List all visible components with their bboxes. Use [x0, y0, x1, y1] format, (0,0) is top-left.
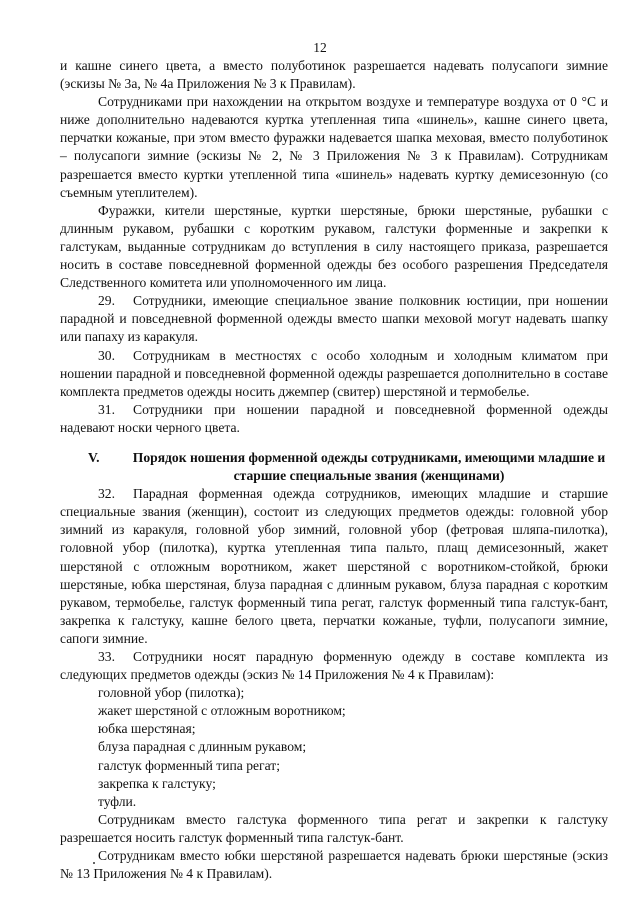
paragraph: Сотрудникам вместо галстука форменного типа регат и закрепки к галстуку разрешается носить галстук форменный типа галстук-бант. [60, 811, 608, 845]
section-heading [60, 449, 608, 485]
numbered-item [60, 292, 608, 346]
list-item: головной убор (пилотка); [98, 685, 245, 701]
list-item: туфли. [98, 793, 137, 809]
numbered-item [60, 485, 608, 648]
item-text: Сотрудники, имеющие специальное звание полковник юстиции, при ношении парадной и повседневной форменной одежды вместо шапки меховой могут надевать шапку или папаху из каракуля. [60, 293, 608, 345]
paragraph: Сотрудниками при нахождении на открытом воздухе и температуре воздуха от 0 °С и ниже дополнительно надеваются куртка утепленная типа «шинель», кашне синего цвета, перчатки кожаные, при этом вместо фуражки надевается шапка меховая, вместо полуботинок – полусапоги зимние (эскизы № 2, № 3 Приложения № 3 к Правилам). Сотрудникам разрешается вместо куртки утепленной типа «шинель» надевать куртку демисезонную (со съемным утеплителем). [60, 94, 608, 200]
numbered-item [60, 401, 608, 437]
section-number: V. [88, 449, 100, 465]
item-text: Парадная форменная одежда сотрудников, имеющих младшие и старшие специальные звания (женщин), состоит из следующих предметов одежды: головной убор зимний из каракуля, головной убор зимний, головной убор (фетровая шляпа-пилотка), головной убор (пилотка), куртка утепленная типа пальто, плащ демисезонный, жакет шерстяной с отложным воротником, жакет шерстяной с воротником-стойкой, брюки шерстяные, юбка шерстяная, блуза парадная с длинным рукавом, блуза парадная с коротким рукавом, термобелье, галстук форменный типа регат, галстук форменный типа галстук-бант, закрепка к галстуку, кашне белого цвета, перчатки кожаные, туфли, полусапоги зимние, сапоги зимние. [60, 486, 608, 646]
list-item: закрепка к галстуку; [98, 775, 216, 791]
item-text: Сотрудники носят парадную форменную одежду в составе комплекта из следующих предметов одежды (эскиз № 14 Приложения № 4 к Правилам): [60, 649, 608, 683]
numbered-item [60, 648, 608, 684]
paragraph: и кашне синего цвета, а вместо полуботинок разрешается надевать полусапоги зимние (эскизы № 3а, № 4а Приложения № 3 к Правилам). [60, 58, 608, 92]
item-number: 32. [98, 486, 115, 502]
paragraph: Фуражки, кители шерстяные, куртки шерстяные, брюки шерстяные, рубашки с длинным рукавом, рубашки с коротким рукавом, галстуки форменные и закрепки к галстукам, выданные сотрудникам до вступления в силу настоящего приказа, разрешается носить в составе повседневной форменной одежды без особого разрешения Председателя Следственного комитета или уполномоченного им лица. [60, 202, 608, 291]
item-text: Сотрудники при ношении парадной и повседневной форменной одежды надевают носки черного цвета. [60, 401, 608, 435]
item-number: 30. [98, 347, 115, 363]
clothing-list [60, 684, 608, 811]
item-text: Сотрудникам в местностях с особо холодным и холодным климатом при ношении парадной и повседневной форменной одежды разрешается дополнительно в составе комплекта предметов одежды носить джемпер (свитер) шерстяной и термобелье. [60, 347, 608, 399]
list-item: жакет шерстяной с отложным воротником; [98, 703, 346, 719]
scan-speck [93, 862, 95, 864]
document-body [60, 57, 608, 883]
page-number: 12 [313, 40, 327, 55]
list-item: юбка шерстяная; [98, 721, 196, 737]
item-number: 33. [98, 649, 115, 664]
list-item: блуза парадная с длинным рукавом; [98, 739, 307, 755]
section-title: Порядок ношения форменной одежды сотрудниками, имеющими младшие и старшие специальные звания (женщинами) [132, 449, 606, 484]
list-item: галстук форменный типа регат; [98, 757, 281, 773]
numbered-item [60, 347, 608, 401]
paragraph: Сотрудникам вместо юбки шерстяной разрешается надевать брюки шерстяные (эскиз № 13 Приложения № 4 к Правилам). [60, 848, 608, 882]
item-number: 29. [98, 293, 115, 309]
item-number: 31. [98, 401, 115, 417]
